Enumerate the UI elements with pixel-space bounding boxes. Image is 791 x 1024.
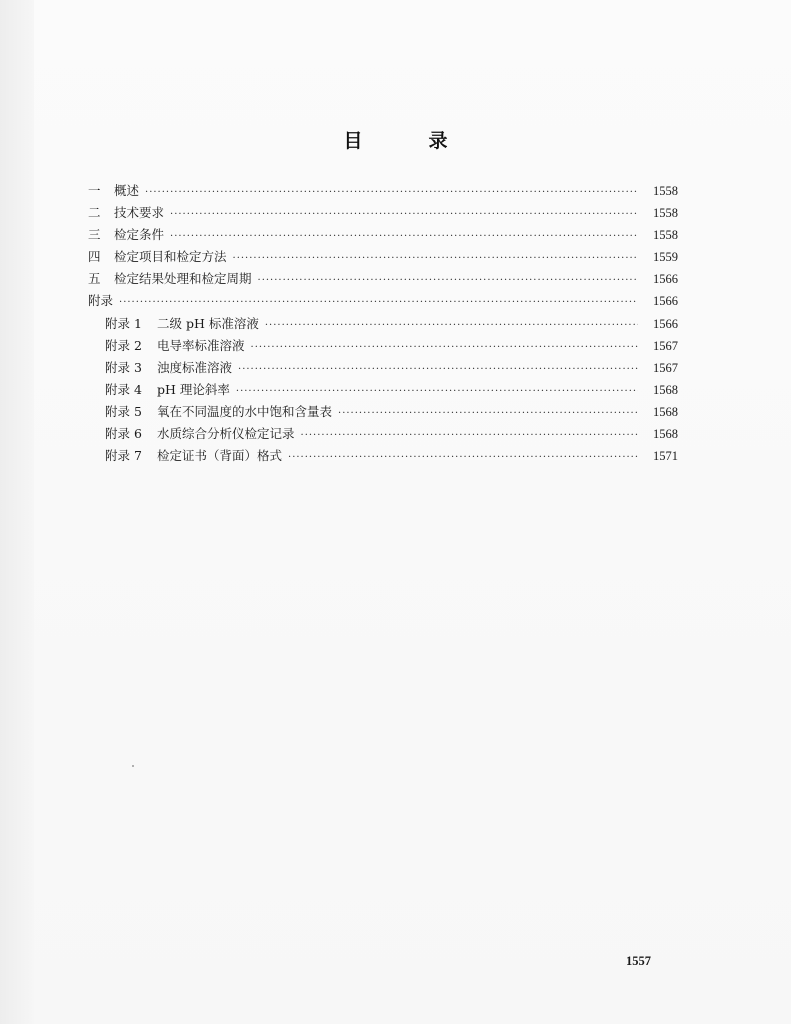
toc-entry-appendix[interactable] — [88, 290, 678, 312]
appendix-label: 检定证书（背面）格式 — [157, 448, 283, 464]
toc-entry-2[interactable] — [88, 202, 678, 224]
appendix-number: 附录 2 — [105, 337, 142, 353]
appendix-page: 1571 — [653, 449, 678, 464]
toc-entry-label: 概述 — [114, 183, 140, 198]
toc-entry-1[interactable] — [88, 180, 678, 202]
toc-entry-label: 技术要求 — [114, 205, 165, 221]
leader-dots — [338, 403, 638, 425]
toc-entry-number: 三 — [88, 227, 101, 243]
table-of-contents — [88, 180, 678, 467]
toc-entry-page: 1558 — [653, 228, 678, 243]
leader-dots — [170, 226, 638, 248]
appendix-number: 附录 1 — [105, 315, 142, 331]
leader-dots — [236, 381, 638, 403]
appendix-number: 附录 3 — [105, 359, 142, 375]
toc-appendix-2[interactable] — [88, 335, 678, 357]
toc-entry-number: 五 — [88, 271, 101, 287]
toc-title: 目录 — [343, 130, 514, 152]
appendix-page: 1568 — [653, 382, 678, 397]
toc-appendix-6[interactable] — [88, 423, 678, 445]
appendix-label: 电导率标准溶液 — [157, 337, 245, 353]
toc-entry-page: 1566 — [653, 272, 678, 287]
leader-dots — [288, 447, 638, 469]
leader-dots — [301, 425, 638, 447]
appendix-number: 附录 6 — [105, 426, 142, 442]
toc-entry-label: 检定结果处理和检定周期 — [114, 271, 252, 287]
toc-appendix-5[interactable] — [88, 401, 678, 423]
appendix-label: 氧在不同温度的水中饱和含量表 — [157, 403, 333, 419]
toc-entry-3[interactable] — [88, 224, 678, 246]
toc-entry-page: 1558 — [653, 206, 678, 221]
leader-dots — [238, 359, 638, 381]
appendix-number: 附录 7 — [105, 448, 142, 464]
leader-dots — [258, 270, 638, 292]
leader-dots — [233, 248, 638, 270]
appendix-page: 1567 — [653, 338, 678, 353]
toc-appendix-7[interactable] — [88, 445, 678, 467]
appendix-number: 附录 4 — [105, 381, 142, 397]
appendix-page: 1568 — [653, 427, 678, 442]
leader-dots — [265, 315, 638, 337]
leader-dots — [119, 292, 638, 314]
page-number: 1557 — [626, 954, 651, 968]
appendix-label: 浊度标准溶液 — [157, 359, 233, 375]
leader-dots — [170, 204, 638, 226]
scan-speck — [132, 765, 134, 767]
toc-appendix-3[interactable] — [88, 357, 678, 379]
toc-entry-page: 1566 — [653, 294, 678, 309]
page-edge-shadow — [0, 0, 34, 1024]
leader-dots — [145, 182, 638, 204]
appendix-page: 1568 — [653, 404, 678, 419]
appendix-label: pH 理论斜率 — [157, 381, 230, 397]
toc-appendix-4[interactable] — [88, 379, 678, 401]
toc-entry-4[interactable] — [88, 246, 678, 268]
appendix-label: 二级 pH 标准溶液 — [157, 315, 259, 331]
appendix-label: 水质综合分析仪检定记录 — [157, 426, 295, 442]
toc-entry-5[interactable] — [88, 268, 678, 290]
toc-entry-label: 检定项目和检定方法 — [114, 249, 227, 265]
toc-entry-number: 四 — [88, 249, 101, 265]
appendix-number: 附录 5 — [105, 403, 142, 419]
toc-entry-page: 1558 — [653, 184, 678, 198]
toc-entry-label: 附录 — [88, 293, 114, 309]
appendix-page: 1567 — [653, 360, 678, 375]
toc-entry-label: 检定条件 — [114, 227, 165, 243]
appendix-page: 1566 — [653, 316, 678, 331]
toc-entry-number: 一 — [88, 183, 101, 198]
toc-appendix-1[interactable] — [88, 313, 678, 335]
toc-entry-number: 二 — [88, 205, 101, 221]
leader-dots — [251, 337, 638, 359]
toc-entry-page: 1559 — [653, 250, 678, 265]
